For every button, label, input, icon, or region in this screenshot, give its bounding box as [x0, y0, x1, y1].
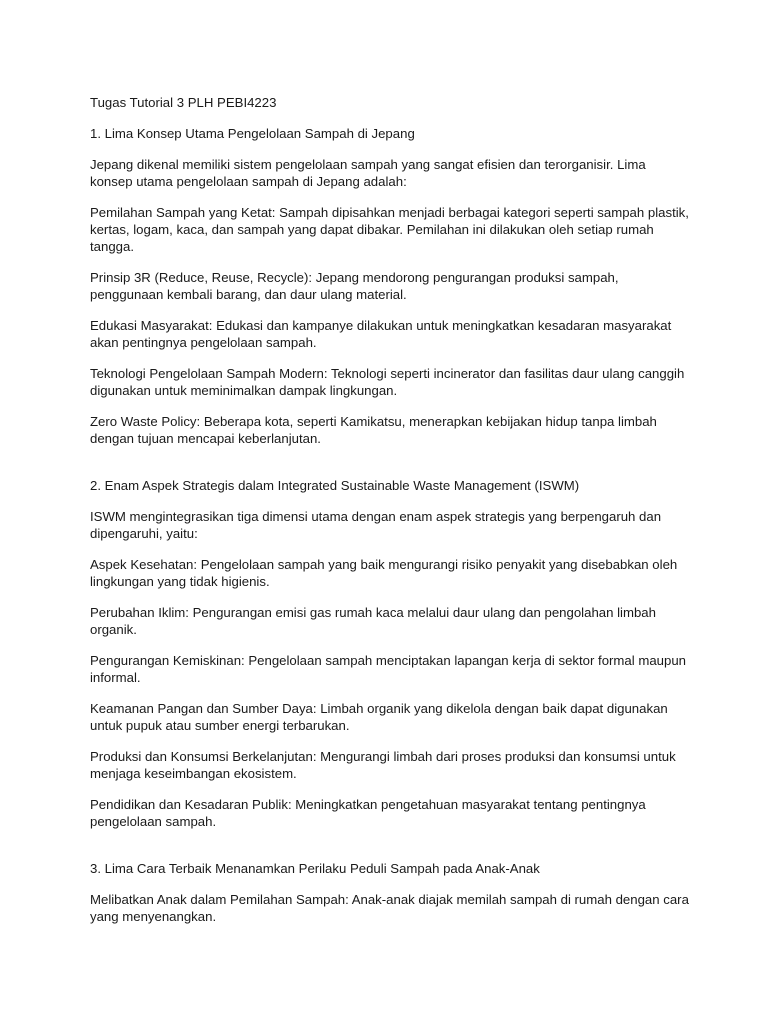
blank-line [90, 461, 690, 477]
section-1-item: Edukasi Masyarakat: Edukasi dan kampanye dilakukan untuk meningkatkan kesadaran masyarakat akan pentingnya pengelolaan sampah. [90, 318, 672, 350]
document-title: Tugas Tutorial 3 PLH PEBI4223 [90, 95, 277, 110]
section-2-item: Produksi dan Konsumsi Berkelanjutan: Mengurangi limbah dari proses produksi dan konsumsi untuk menjaga keseimbangan ekosistem. [90, 749, 676, 781]
section-2-item: Perubahan Iklim: Pengurangan emisi gas rumah kaca melalui daur ulang dan pengolahan limbah organik. [90, 605, 656, 637]
section-2-item: Keamanan Pangan dan Sumber Daya: Limbah organik yang dikelola dengan baik dapat digunakan untuk pupuk atau sumber energi terbarukan. [90, 701, 668, 733]
section-2-intro: ISWM mengintegrasikan tiga dimensi utama dengan enam aspek strategis yang berpengaruh dan dipengaruhi, yaitu: [90, 509, 662, 541]
document-page [90, 94, 690, 939]
blank-line [90, 844, 690, 860]
section-2-item: Pengurangan Kemiskinan: Pengelolaan sampah menciptakan lapangan kerja di sektor formal maupun informal. [90, 653, 687, 685]
section-3-item: Melibatkan Anak dalam Pemilahan Sampah: Anak-anak diajak memilah sampah di rumah dengan cara yang menyenangkan. [90, 892, 689, 924]
section-2-item: Aspek Kesehatan: Pengelolaan sampah yang baik mengurangi risiko penyakit yang disebabkan oleh lingkungan yang tidak higienis. [90, 557, 678, 589]
section-1-item: Pemilahan Sampah yang Ketat: Sampah dipisahkan menjadi berbagai kategori seperti sampah plastik, kertas, logam, kaca, dan sampah yang dapat dibakar. Pemilahan ini dilakukan oleh setiap rumah tangga. [90, 205, 689, 254]
section-1-intro: Jepang dikenal memiliki sistem pengelolaan sampah yang sangat efisien dan terorganisir. Lima konsep utama pengelolaan sampah di Jepang adalah: [90, 157, 646, 189]
section-1-item: Teknologi Pengelolaan Sampah Modern: Teknologi seperti incinerator dan fasilitas daur ulang canggih digunakan untuk meminimalkan dampak lingkungan. [90, 366, 685, 398]
section-1-item: Zero Waste Policy: Beberapa kota, seperti Kamikatsu, menerapkan kebijakan hidup tanpa limbah dengan tujuan mencapai keberlanjutan. [90, 414, 657, 446]
section-1-heading: 1. Lima Konsep Utama Pengelolaan Sampah di Jepang [90, 126, 415, 141]
section-2-item: Pendidikan dan Kesadaran Publik: Meningkatkan pengetahuan masyarakat tentang pentingnya pengelolaan sampah. [90, 797, 646, 829]
section-1-item: Prinsip 3R (Reduce, Reuse, Recycle): Jepang mendorong pengurangan produksi sampah, penggunaan kembali barang, dan daur ulang material. [90, 270, 619, 302]
section-2-heading: 2. Enam Aspek Strategis dalam Integrated Sustainable Waste Management (ISWM) [90, 478, 580, 493]
section-3-heading: 3. Lima Cara Terbaik Menanamkan Perilaku Peduli Sampah pada Anak-Anak [90, 861, 540, 876]
